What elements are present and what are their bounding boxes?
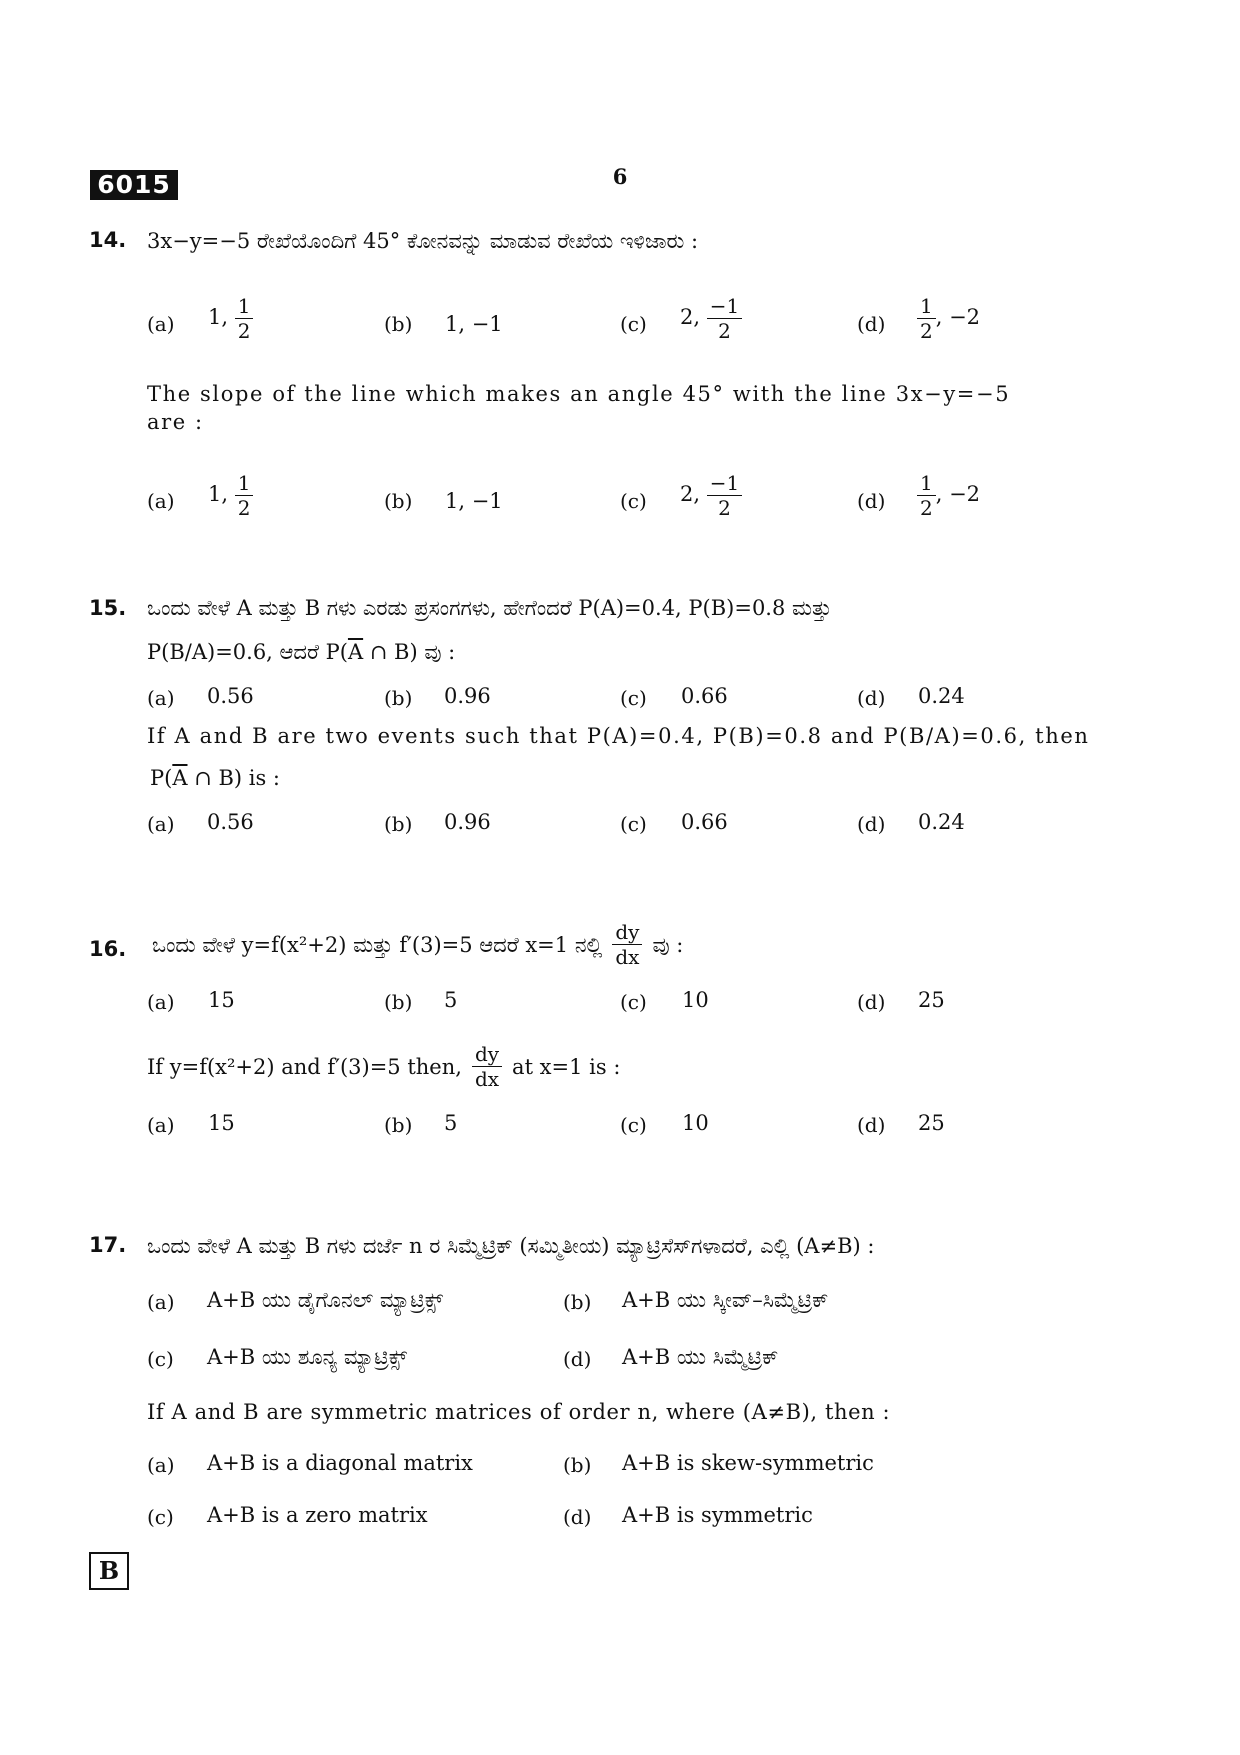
option-c-value: 2, $\frac{-1}{2}$	[680, 294, 742, 343]
option-label: (d)	[857, 489, 886, 513]
probability-expression: $P(\overline{A}$ ∩ B)	[150, 766, 243, 790]
option-label: (c)	[620, 1113, 647, 1137]
option-c-value: A+B is a zero matrix	[207, 1503, 428, 1527]
option-label: (b)	[384, 686, 413, 710]
option-b-value: 1, −1	[445, 489, 503, 513]
option-c-value: 10	[682, 988, 709, 1012]
option-d-value: 0.24	[918, 810, 965, 834]
option-d-value: 0.24	[918, 684, 965, 708]
option-label: (d)	[857, 812, 886, 836]
option-label: (c)	[147, 1505, 174, 1529]
question-number: 15.	[89, 596, 127, 620]
option-label: (d)	[857, 686, 886, 710]
option-label: (b)	[384, 489, 413, 513]
derivative-fraction: $\frac{dy}{dx}$	[472, 1042, 502, 1091]
booklet-version-badge: B	[89, 1552, 129, 1590]
option-a-value: A+B ಯು ಡೈಗೊನಲ್ ಮ್ಯಾಟ್ರಿಕ್ಸ್	[207, 1288, 444, 1312]
option-label: (a)	[147, 1290, 175, 1314]
question-15-english-cont: $P(\overline{A}$ ∩ B) is :	[150, 766, 281, 790]
question-15-english: If A and B are two events such that P(A)=0.4, P(B)=0.8 and P(B/A)=0.6, then	[147, 724, 1090, 748]
option-label: (a)	[147, 990, 175, 1014]
question-14-english: The slope of the line which makes an angle 45° with the line 3x−y=−5	[147, 382, 1011, 406]
option-b-value: 5	[444, 1111, 458, 1135]
option-c-value: 2, $\frac{-1}{2}$	[680, 471, 742, 520]
option-label: (b)	[384, 1113, 413, 1137]
option-label: (a)	[147, 812, 175, 836]
question-17-kannada: ಒಂದು ವೇಳೆ A ಮತ್ತು B ಗಳು ದರ್ಜೆ n ರ ಸಿಮ್ಮೆಟ್ರಿಕ್ (ಸಮ್ಮಿತೀಯ) ಮ್ಯಾಟ್ರಿಸೆಸ್‌ಗಳಾದರೆ, ಎಲ್ಲಿ (A≠B) :	[147, 1234, 875, 1258]
option-a-value: 1, $\frac{1}{2}$	[208, 471, 253, 520]
option-label: (a)	[147, 1453, 175, 1477]
option-a-value: 0.56	[207, 810, 254, 834]
option-c-value: 10	[682, 1111, 709, 1135]
option-label: (a)	[147, 1113, 175, 1137]
option-d-value: A+B ಯು ಸಿಮ್ಮೆಟ್ರಿಕ್	[622, 1345, 779, 1369]
option-d-value: $\frac{1}{2}$ , −2	[917, 471, 980, 520]
option-b-value: A+B is skew-symmetric	[622, 1451, 874, 1475]
option-label: (b)	[563, 1290, 592, 1314]
question-number: 14.	[89, 228, 127, 252]
option-a-value: 15	[208, 988, 235, 1012]
option-label: (d)	[857, 990, 886, 1014]
option-a-value: 0.56	[207, 684, 254, 708]
option-label: (c)	[620, 812, 647, 836]
option-label: (b)	[563, 1453, 592, 1477]
option-label: (a)	[147, 312, 175, 336]
page-number: 6	[612, 164, 628, 189]
option-b-value: 1, −1	[445, 312, 503, 336]
probability-expression: $P(\overline{A}$ ∩ B)	[325, 640, 418, 664]
question-15-kannada: ಒಂದು ವೇಳೆ A ಮತ್ತು B ಗಳು ಎರಡು ಪ್ರಸಂಗಗಳು, ಹೇಗೆಂದರೆ P(A)=0.4, P(B)=0.8 ಮತ್ತು	[147, 596, 832, 620]
question-number: 17.	[89, 1233, 127, 1257]
option-a-value: 15	[208, 1111, 235, 1135]
option-label: (a)	[147, 489, 175, 513]
option-label: (c)	[620, 990, 647, 1014]
question-17-english: If A and B are symmetric matrices of order n, where (A≠B), then :	[147, 1400, 891, 1424]
option-c-value: A+B ಯು ಶೂನ್ಯ ಮ್ಯಾಟ್ರಿಕ್ಸ್	[207, 1345, 408, 1369]
option-label: (d)	[857, 1113, 886, 1137]
question-14-kannada: 3x−y=−5 ರೇಖೆಯೊಂದಿಗೆ 45° ಕೋನವನ್ನು ಮಾಡುವ ರೇಖೆಯ ಇಳಿಜಾರು :	[147, 229, 699, 253]
question-number: 16.	[89, 937, 127, 961]
derivative-fraction: $\frac{dy}{dx}$	[612, 920, 642, 969]
question-16-english: If y=f(x²+2) and f′(3)=5 then, $\frac{dy}{dx}$ at x=1 is :	[147, 1042, 621, 1091]
option-label: (d)	[563, 1347, 592, 1371]
option-b-value: 0.96	[444, 810, 491, 834]
option-label: (d)	[563, 1505, 592, 1529]
option-d-value: 25	[918, 1111, 945, 1135]
option-label: (a)	[147, 686, 175, 710]
option-label: (d)	[857, 312, 886, 336]
option-c-value: 0.66	[681, 810, 728, 834]
question-15-kannada-cont: P(B/A)=0.6, ಆದರೆ $P(\overline{A}$ ∩ B) ವು :	[147, 640, 456, 664]
option-a-value: A+B is a diagonal matrix	[207, 1451, 473, 1475]
option-a-value: 1, $\frac{1}{2}$	[208, 294, 253, 343]
option-d-value: A+B is symmetric	[622, 1503, 813, 1527]
option-c-value: 0.66	[681, 684, 728, 708]
option-label: (b)	[384, 812, 413, 836]
option-d-value: 25	[918, 988, 945, 1012]
option-b-value: 5	[444, 988, 458, 1012]
paper-code: 6015	[90, 170, 178, 200]
option-label: (b)	[384, 990, 413, 1014]
option-label: (c)	[620, 312, 647, 336]
option-label: (b)	[384, 312, 413, 336]
option-b-value: A+B ಯು ಸ್ಕೀವ್–ಸಿಮ್ಮೆಟ್ರಿಕ್	[622, 1288, 829, 1312]
question-16-kannada: ಒಂದು ವೇಳೆ y=f(x²+2) ಮತ್ತು f′(3)=5 ಆದರೆ x=1 ನಲ್ಲಿ $\frac{dy}{dx}$ ವು :	[152, 920, 684, 969]
option-d-value: $\frac{1}{2}$ , −2	[917, 294, 980, 343]
option-b-value: 0.96	[444, 684, 491, 708]
option-label: (c)	[620, 686, 647, 710]
option-label: (c)	[147, 1347, 174, 1371]
option-label: (c)	[620, 489, 647, 513]
question-14-english-cont: are :	[147, 410, 204, 434]
